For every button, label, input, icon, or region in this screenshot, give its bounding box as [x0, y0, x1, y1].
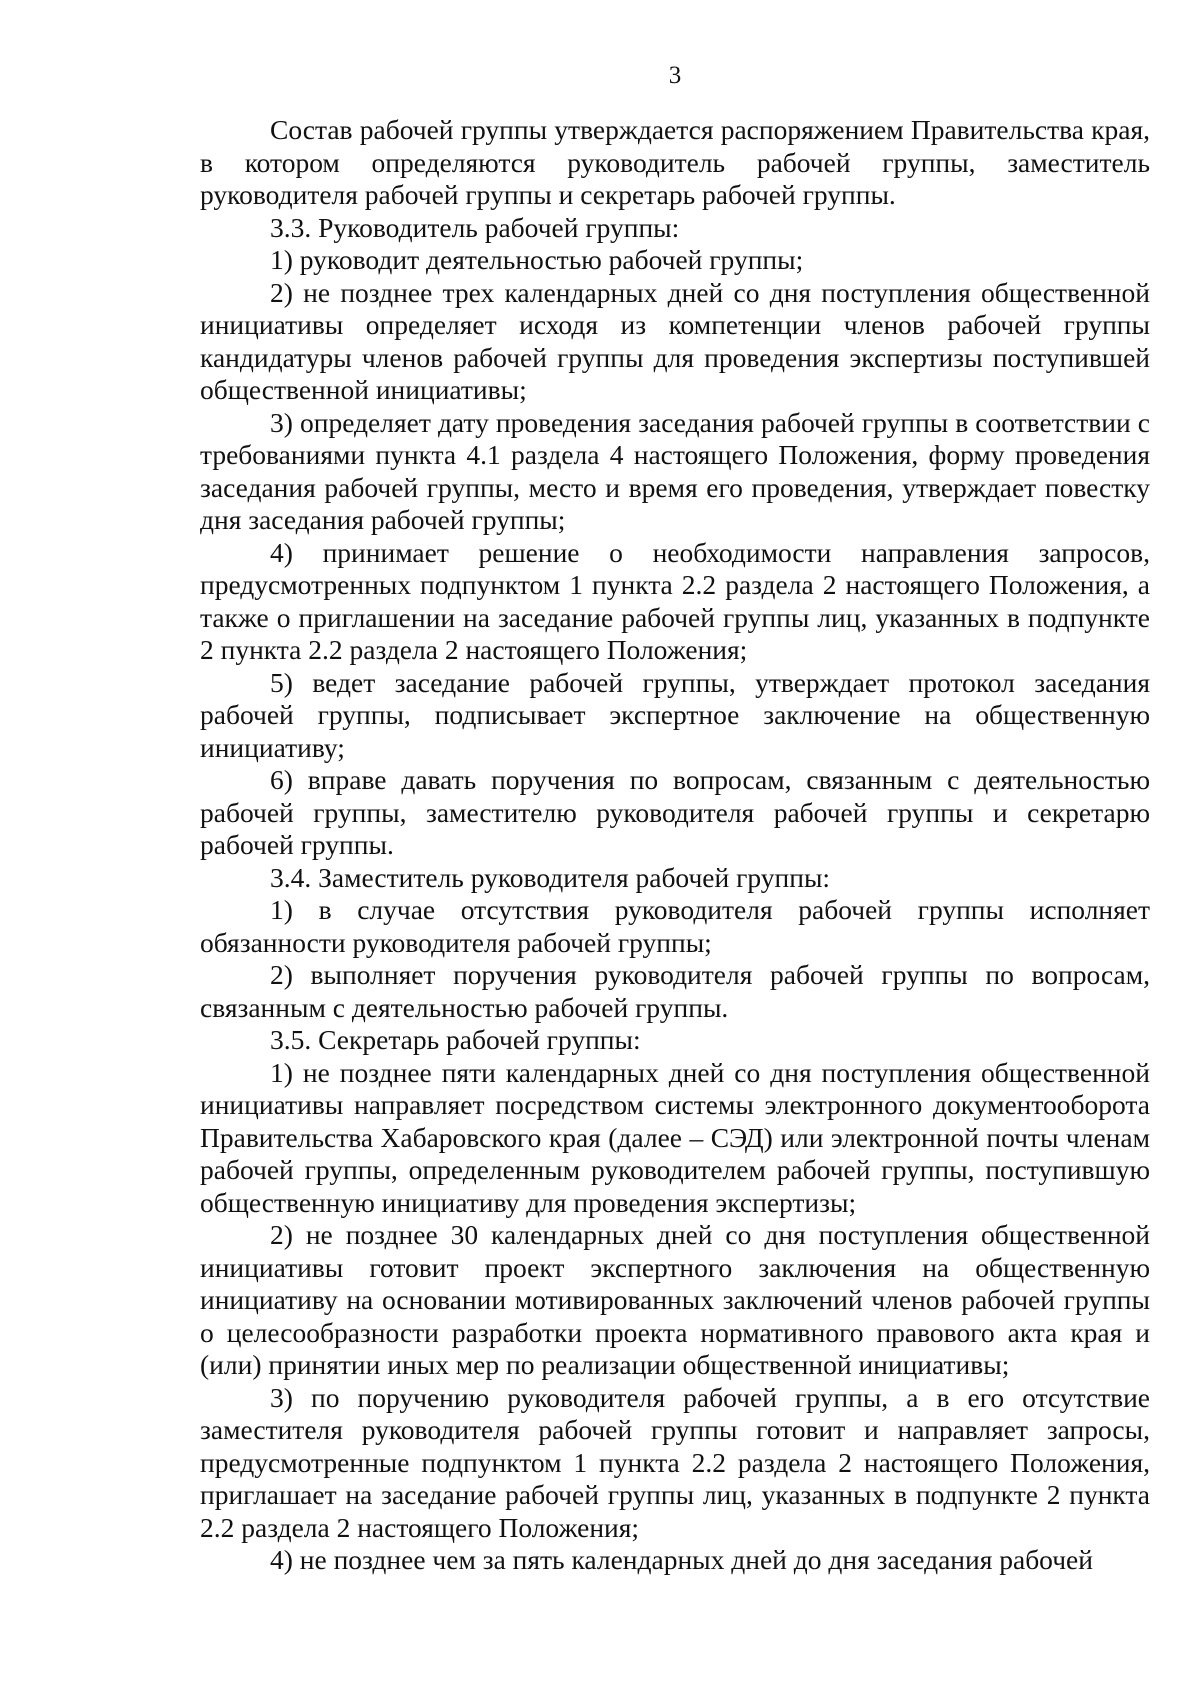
list-item-3-4-1: 1) в случае отсутствия руководителя рабочей группы исполняет обязанности руководителя рабочей группы; — [200, 894, 1150, 958]
list-item-3-5-2: 2) не позднее 30 календарных дней со дня поступления общественной инициативы готовит проект экспертного заключения на общественную инициативу на основании мотивированных заключений членов рабочей группы о целесообразности разработки проекта нормативного правового акта края и (или) принятии иных мер по реализации общественной инициативы; — [200, 1219, 1150, 1380]
list-item-3-3-6: 6) вправе давать поручения по вопросам, связанным с деятельностью рабочей группы, заместителю руководителя рабочей группы и секретарю рабочей группы. — [200, 764, 1150, 860]
list-item-3-5-4: 4) не позднее чем за пять календарных дней до дня заседания рабочей — [270, 1544, 1093, 1575]
list-item-3-5-1: 1) не позднее пяти календарных дней со дня поступления общественной инициативы направляет посредством системы электронного документооборота Правительства Хабаровского края (далее – СЭД) или электронной почты членам рабочей группы, определенным руководителем рабочей группы, поступившую общественную инициативу для проведения экспертизы; — [200, 1056, 1150, 1218]
page-number: 3 — [668, 62, 682, 89]
list-item-3-3-4: 4) принимает решение о необходимости направления запросов, предусмотренных подпунктом 1 пункта 2.2 раздела 2 настоящего Положения, а также о приглашении на заседание рабочей группы лиц, указанных в подпункте 2 пункта 2.2 раздела 2 настоящего Положения; — [200, 536, 1150, 665]
list-item-3-3-2: 2) не позднее трех календарных дней со дня поступления общественной инициативы определяет исходя из компетенции членов рабочей группы кандидатуры членов рабочей группы для проведения экспертизы поступившей общественной инициативы; — [200, 276, 1150, 405]
list-item-3-4-2: 2) выполняет поручения руководителя рабочей группы по вопросам, связанным с деятельностью рабочей группы. — [200, 959, 1150, 1023]
list-item-3-5-3: 3) по поручению руководителя рабочей группы, а в его отсутствие заместителя руководителя рабочей группы готовит и направляет запросы, предусмотренные подпунктом 1 пункта 2.2 раздела 2 настоящего Положения, приглашает на заседание рабочей группы лиц, указанных в подпункте 2 пункта 2.2 раздела 2 настоящего Положения; — [200, 1381, 1150, 1543]
list-item-3-3-3: 3) определяет дату проведения заседания рабочей группы в соответствии с требованиями пункта 4.1 раздела 4 настоящего Положения, форму проведения заседания рабочей группы, место и время его проведения, утверждает повестку дня заседания рабочей группы; — [200, 406, 1150, 535]
section-heading-3-3: 3.3. Руководитель рабочей группы: — [270, 211, 680, 243]
section-heading-3-4: 3.4. Заместитель руководителя рабочей группы: — [270, 861, 831, 893]
section-heading-3-5: 3.5. Секретарь рабочей группы: — [270, 1024, 641, 1055]
paragraph-composition: Состав рабочей группы утверждается распоряжением Правительства края, в котором определяются руководитель рабочей группы, заместитель руководителя рабочей группы и секретарь рабочей группы. — [200, 114, 1150, 210]
list-item-3-3-1: 1) руководит деятельностью рабочей группы; — [270, 244, 804, 275]
list-item-3-3-5: 5) ведет заседание рабочей группы, утверждает протокол заседания рабочей группы, подписывает экспертное заключение на общественную инициативу; — [200, 666, 1150, 763]
document-body — [200, 114, 1150, 1577]
